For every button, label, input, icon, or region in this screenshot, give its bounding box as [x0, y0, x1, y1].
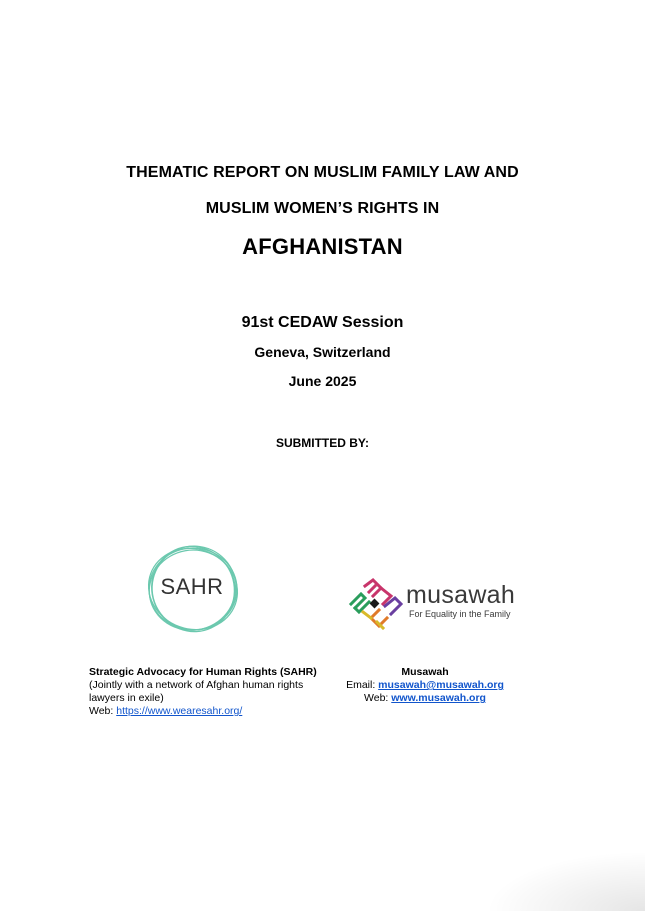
submitted-by-heading: SUBMITTED BY: — [275, 436, 370, 450]
musawah-web-link[interactable]: www.musawah.org — [391, 692, 486, 704]
sahr-note: (Jointly with a network of Afghan human rights lawyers in exile) — [89, 679, 304, 704]
musawah-logo-mark — [347, 578, 403, 630]
musawah-email-label: Email: — [346, 679, 379, 691]
sahr-logo-text: SAHR — [160, 574, 224, 599]
musawah-logo-tagline: For Equality in the Family — [409, 609, 511, 619]
session-date: June 2025 — [288, 373, 357, 389]
sahr-web-line — [89, 705, 329, 718]
sahr-web-link[interactable]: https://www.wearesahr.org/ — [116, 705, 243, 717]
musawah-email-line — [330, 679, 520, 692]
musawah-web-line — [330, 692, 520, 705]
report-title-line-2: MUSLIM WOMEN’S RIGHTS IN — [205, 200, 440, 217]
sahr-org-name: Strategic Advocacy for Human Rights (SAHR) — [89, 666, 317, 678]
sahr-contact-block — [89, 666, 329, 718]
report-title-country: AFGHANISTAN — [242, 234, 403, 259]
session-location: Geneva, Switzerland — [254, 344, 391, 360]
musawah-email-link[interactable]: musawah@musawah.org — [378, 679, 504, 691]
musawah-web-label: Web: — [364, 692, 392, 704]
report-title-line-1: THEMATIC REPORT ON MUSLIM FAMILY LAW AND — [126, 164, 519, 181]
session-name: 91st CEDAW Session — [241, 314, 404, 331]
musawah-org-name: Musawah — [401, 666, 449, 678]
page-corner-shadow — [485, 851, 645, 911]
musawah-logo-name: musawah — [406, 581, 516, 609]
sahr-web-label: Web: — [89, 705, 117, 717]
musawah-contact-block — [330, 666, 520, 705]
